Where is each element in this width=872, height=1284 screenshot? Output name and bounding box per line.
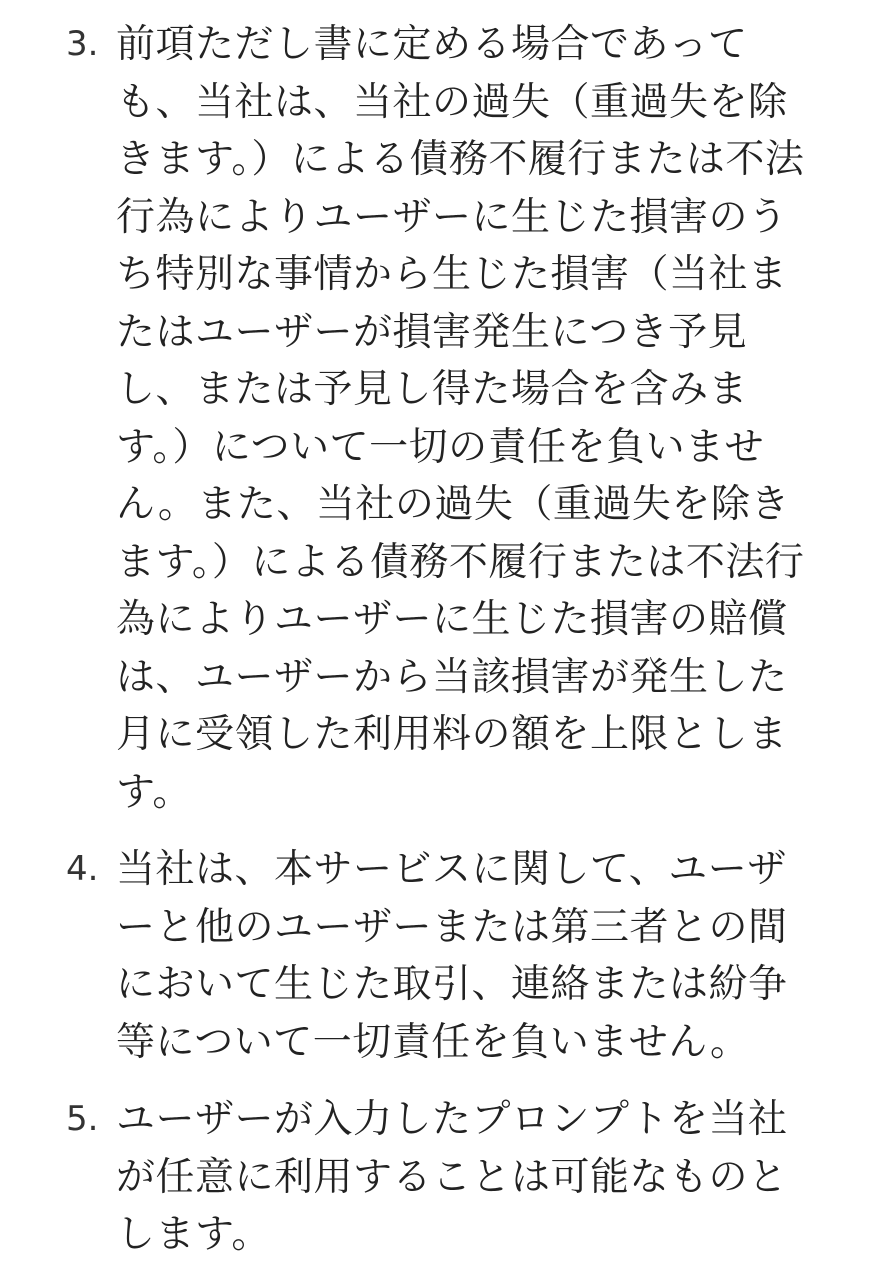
terms-list: [0, 16, 872, 1284]
clause-number: 3.: [66, 24, 99, 64]
clause-text: 当社は、本サービスに関して、ユーザーと他のユーザーまたは第三者との間において生じた取引、連絡または紛争等について一切責任を負いません。: [116, 847, 788, 1065]
clause-3: [0, 16, 872, 821]
clause-number: 4.: [66, 849, 99, 889]
clause-4: [0, 841, 872, 1071]
clause-text: ユーザーが入力したプロンプトを当社が任意に利用することは可能なものとします。: [116, 1097, 788, 1257]
clause-number: 5.: [66, 1099, 99, 1139]
clause-5: [0, 1091, 872, 1264]
clause-text: 前項ただし書に定める場合であっても、当社は、当社の過失（重過失を除きます。）による債務不履行または不法行為によりユーザーに生じた損害のうち特別な事情から生じた損害（当社またはユーザーが損害発生につき予見し、または予見し得た場合を含みます。）について一切の責任を負いません。また、当社の過失（重過失を除きます。）による債務不履行または不法行為によりユーザーに生じた損害の賠償は、ユーザーから当該損害が発生した月に受領した利用料の額を上限とします。: [116, 22, 805, 815]
